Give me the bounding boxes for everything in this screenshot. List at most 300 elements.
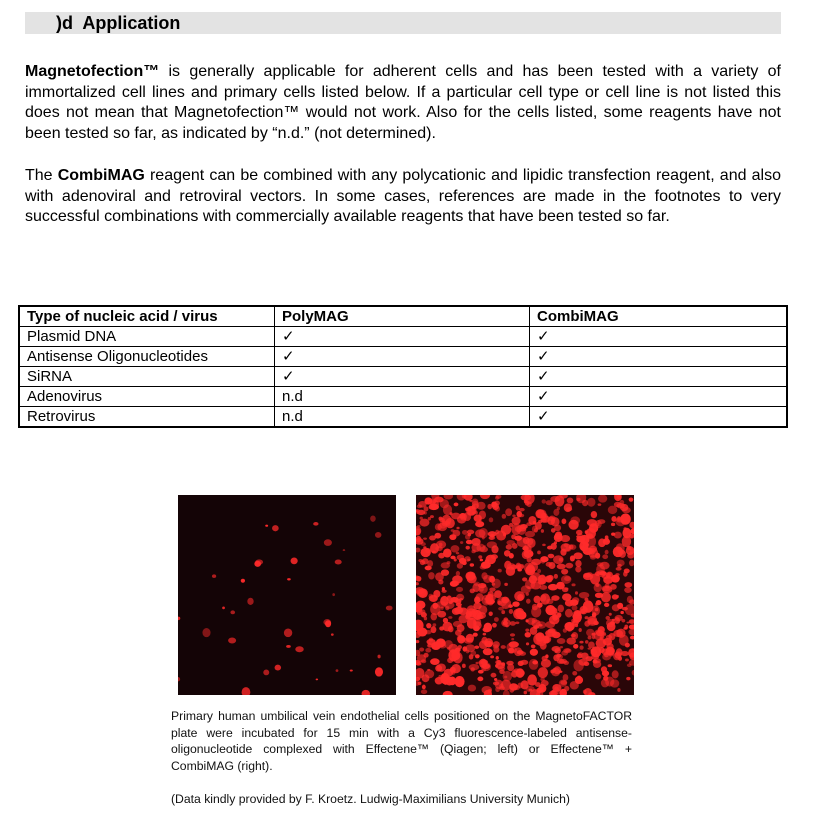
fluorescent-cell: [497, 597, 507, 607]
fluorescent-cell: [375, 532, 382, 538]
fluorescent-cell: [242, 687, 251, 695]
fluorescent-cell: [534, 596, 541, 604]
fluorescent-cell: [416, 548, 420, 553]
fluorescent-cell: [428, 572, 434, 579]
fluorescent-cell: [519, 508, 525, 512]
fluorescent-cell: [451, 545, 460, 552]
fluorescent-cell: [480, 559, 484, 562]
combimag-paragraph: [25, 166, 781, 228]
fluorescent-cell: [435, 665, 442, 672]
fluorescent-cell: [343, 549, 345, 551]
row-type: Adenovirus: [19, 387, 275, 407]
row-polymag: n.d: [275, 387, 530, 407]
fluorescent-cell: [593, 660, 598, 664]
fluorescent-cell: [447, 658, 453, 664]
intro-paragraph: [25, 62, 781, 144]
fluorescent-cell: [459, 558, 466, 564]
fluorescent-cell: [541, 518, 547, 522]
fluorescent-cell: [602, 586, 612, 593]
fluorescent-cell: [501, 645, 506, 649]
fluorescent-cell: [616, 595, 619, 598]
fluorescent-cell: [603, 538, 610, 545]
combimag-paragraph-text: reagent can be combined with any polycationic and lipidic transfection reagent, and also with adenoviral and retroviral vectors. In some cases, references are made in the footnotes to very successful combinations with commercially available reagents that have been tested so far.: [25, 167, 781, 225]
fluorescent-cell: [467, 559, 471, 561]
fluorescent-cell: [423, 653, 428, 658]
fluorescent-cell: [506, 566, 515, 576]
fluorescent-cell: [565, 609, 573, 618]
fluorescent-cell: [444, 495, 454, 500]
fluorescent-cell: [495, 687, 500, 692]
fluorescent-cell: [272, 525, 279, 531]
fluorescent-cell: [462, 530, 468, 535]
table-header-row: [19, 306, 787, 327]
fluorescent-cell: [178, 677, 180, 681]
fluorescent-cell: [454, 503, 459, 507]
fluorescent-cell: [525, 632, 531, 638]
fluorescent-cell: [595, 608, 599, 612]
fluorescent-cell: [552, 632, 561, 639]
combimag-term: CombiMAG: [57, 167, 145, 184]
fluorescent-cell: [617, 560, 625, 567]
fluorescent-cell: [489, 611, 493, 616]
fluorescent-cell: [429, 535, 436, 540]
fluorescent-cell: [569, 544, 574, 549]
fluorescent-cell: [456, 527, 459, 530]
fluorescent-cell: [628, 629, 634, 635]
fluorescent-cell: [572, 671, 577, 676]
fluorescent-cell: [551, 646, 560, 652]
fluorescent-cell: [422, 685, 426, 690]
fluorescent-cell: [417, 525, 421, 527]
fluorescent-cell: [427, 560, 433, 567]
fluorescent-cell: [553, 509, 559, 516]
fluorescent-cell: [523, 537, 530, 544]
fluorescent-cell: [622, 607, 628, 611]
fluorescent-cell: [595, 603, 599, 606]
fluorescent-cell: [624, 569, 630, 574]
fluorescent-cell: [587, 519, 597, 526]
fluorescent-cell: [539, 585, 547, 590]
fluorescent-cell: [591, 649, 595, 652]
fluorescent-cell: [455, 630, 462, 636]
fluorescent-cell: [441, 562, 450, 568]
fluorescent-cell: [284, 628, 292, 637]
fluorescent-cell: [222, 606, 225, 609]
fluorescent-cell: [581, 608, 586, 613]
fluorescent-cell: [418, 559, 422, 562]
fluorescent-cell: [531, 644, 536, 648]
fluorescent-cell: [423, 537, 427, 539]
fluorescent-cell: [478, 555, 482, 559]
fluorescent-cell: [551, 690, 554, 693]
micrograph-effectene-combimag: [416, 495, 634, 695]
fluorescent-cell: [558, 670, 562, 672]
fluorescent-cell: [286, 645, 291, 648]
fluorescent-cell: [562, 519, 567, 525]
fluorescent-cell: [598, 495, 607, 503]
fluorescent-cell: [212, 574, 216, 578]
fluorescent-cell: [435, 572, 444, 581]
fluorescent-cell: [612, 604, 620, 611]
row-combimag: ✓: [530, 327, 788, 347]
fluorescent-cell: [522, 550, 530, 559]
fluorescent-cell: [598, 503, 602, 506]
fluorescent-cell: [624, 587, 632, 593]
fluorescent-cell: [466, 638, 469, 641]
fluorescent-cell: [554, 541, 557, 544]
fluorescent-cell: [630, 636, 634, 640]
fluorescent-cell: [596, 564, 605, 574]
fluorescent-cell: [557, 564, 566, 570]
fluorescent-cell: [448, 644, 458, 653]
fluorescent-cell: [626, 677, 630, 680]
fluorescent-cell: [558, 605, 564, 613]
fluorescent-cell: [494, 678, 497, 681]
fluorescent-cell: [566, 507, 573, 511]
fluorescent-cell: [469, 654, 474, 659]
fluorescent-cell: [625, 659, 629, 662]
fluorescent-cell: [468, 612, 472, 616]
fluorescent-cell: [551, 595, 559, 601]
row-combimag: ✓: [530, 407, 788, 428]
row-combimag: ✓: [530, 387, 788, 407]
fluorescent-cell: [480, 495, 490, 499]
fluorescent-cell: [490, 655, 494, 658]
fluorescent-cell: [629, 560, 634, 567]
fluorescent-cell: [375, 667, 383, 676]
fluorescent-cell: [575, 591, 578, 594]
fluorescent-cell: [482, 536, 485, 539]
fluorescent-cell: [575, 560, 581, 567]
fluorescent-cell: [336, 669, 339, 672]
fluorescent-cell: [612, 619, 615, 621]
fluorescent-cell: [468, 685, 476, 692]
fluorescent-cell: [575, 676, 583, 684]
fluorescent-cell: [466, 546, 470, 550]
fluorescent-cell: [457, 645, 461, 649]
fluorescent-cell: [473, 633, 478, 637]
fluorescent-cell: [463, 495, 466, 497]
magnetofection-term: Magnetofection™: [25, 63, 160, 80]
compatibility-table: [18, 305, 788, 428]
fluorescent-cell: [247, 598, 253, 605]
fluorescent-cell: [556, 689, 561, 694]
fluorescent-cell: [579, 641, 583, 644]
fluorescent-cell: [501, 662, 505, 666]
fluorescent-cell: [275, 665, 281, 671]
fluorescent-cell: [483, 575, 492, 583]
fluorescent-cell: [581, 546, 587, 551]
fluorescent-cell: [564, 686, 569, 692]
fluorescent-cell: [445, 677, 454, 686]
fluorescent-cell: [537, 569, 541, 573]
fluorescent-cell: [504, 583, 508, 586]
fluorescent-cell: [491, 673, 497, 678]
fluorescent-cell: [421, 689, 427, 694]
fluorescent-cell: [603, 576, 613, 584]
fluorescent-cell: [503, 533, 506, 537]
fluorescent-cell: [565, 563, 573, 569]
fluorescent-cell: [571, 583, 575, 586]
fluorescent-cell: [515, 526, 523, 532]
fluorescent-cell: [621, 651, 629, 656]
fluorescent-cell: [492, 644, 498, 648]
fluorescent-cell: [335, 559, 342, 564]
fluorescent-cell: [427, 669, 430, 671]
fluorescent-cell: [417, 628, 427, 637]
fluorescent-cell: [541, 529, 544, 533]
fluorescent-cell: [529, 689, 533, 691]
fluorescent-cell: [455, 676, 465, 687]
fluorescent-cell: [432, 551, 436, 554]
fluorescent-cell: [526, 592, 529, 595]
row-polymag: ✓: [275, 327, 530, 347]
fluorescent-cell: [480, 546, 488, 552]
fluorescent-cell: [506, 661, 513, 665]
fluorescent-cell: [418, 681, 422, 685]
fluorescent-cell: [416, 576, 421, 582]
fluorescent-cell: [501, 525, 511, 535]
fluorescent-cell: [502, 514, 507, 519]
fluorescent-cell: [494, 501, 500, 506]
fluorescent-cell: [316, 679, 319, 681]
fluorescent-cell: [585, 530, 588, 534]
fluorescent-cell: [509, 641, 519, 647]
fluorescent-cell: [623, 527, 626, 531]
fluorescent-cell: [512, 543, 518, 549]
fluorescent-cell: [456, 603, 462, 607]
fluorescent-cell: [241, 579, 245, 583]
fluorescent-cell: [442, 622, 452, 632]
fluorescent-cell: [498, 607, 504, 611]
fluorescent-cell: [511, 638, 514, 641]
fluorescent-cell: [587, 618, 597, 626]
fluorescent-cell: [579, 628, 582, 632]
fluorescent-cell: [608, 633, 615, 640]
micrograph-combimag-svg: [416, 495, 634, 695]
fluorescent-cell: [325, 620, 331, 627]
fluorescent-cell: [456, 587, 463, 592]
fluorescent-cell: [526, 522, 532, 526]
fluorescent-cell: [332, 593, 335, 596]
fluorescent-cell: [424, 511, 427, 515]
fluorescent-cell: [541, 680, 549, 686]
fluorescent-cell: [512, 601, 519, 607]
fluorescent-cell: [574, 610, 581, 616]
fluorescent-cell: [488, 689, 492, 693]
fluorescent-cell: [424, 497, 432, 504]
table-row: [19, 367, 787, 387]
fluorescent-cell: [467, 530, 475, 535]
fluorescent-cell: [484, 641, 492, 647]
table-row: [19, 327, 787, 347]
fluorescent-cell: [620, 500, 625, 505]
fluorescent-cell: [313, 522, 318, 526]
fluorescent-cell: [463, 512, 471, 521]
fluorescent-cell: [501, 619, 511, 627]
fluorescent-cell: [439, 543, 443, 547]
fluorescent-cell: [543, 636, 550, 644]
fluorescent-cell: [607, 648, 612, 652]
fluorescent-cell: [526, 599, 531, 604]
fluorescent-cell: [614, 617, 620, 624]
table-row: [19, 407, 787, 428]
fluorescent-cell: [605, 616, 610, 620]
fluorescent-cell: [498, 666, 505, 671]
fluorescent-cell: [601, 592, 611, 602]
fluorescent-cell: [425, 648, 431, 653]
fluorescent-cell: [548, 584, 558, 591]
fluorescent-cell: [324, 539, 332, 546]
fluorescent-cell: [608, 664, 612, 667]
fluorescent-cell: [532, 604, 538, 610]
fluorescent-cell: [512, 514, 515, 517]
fluorescent-cell: [572, 597, 579, 603]
fluorescent-cell: [437, 611, 446, 618]
fluorescent-cell: [592, 635, 595, 639]
figure-credit: (Data kindly provided by F. Kroetz. Ludwig-Maximilians University Munich): [171, 792, 570, 806]
fluorescent-cell: [495, 660, 501, 664]
fluorescent-cell: [588, 548, 598, 558]
fluorescent-cell: [433, 590, 440, 598]
fluorescent-cell: [444, 669, 454, 677]
row-polymag: n.d: [275, 407, 530, 428]
fluorescent-cell: [605, 676, 614, 686]
fluorescent-cell: [586, 533, 593, 538]
fluorescent-cell: [562, 587, 568, 592]
fluorescent-cell: [591, 511, 597, 518]
fluorescent-cell: [442, 587, 445, 591]
fluorescent-cell: [435, 523, 442, 530]
fluorescent-cell: [516, 511, 522, 518]
fluorescent-cell: [533, 634, 543, 645]
fluorescent-cell: [362, 690, 371, 695]
row-polymag: ✓: [275, 347, 530, 367]
fluorescent-cell: [548, 562, 555, 569]
fluorescent-cell: [430, 626, 436, 633]
fluorescent-cell: [577, 653, 583, 658]
fluorescent-cell: [579, 645, 583, 649]
fluorescent-cell: [576, 498, 580, 501]
fluorescent-cell: [602, 554, 608, 559]
fluorescent-cell: [422, 674, 430, 682]
fluorescent-cell: [426, 623, 431, 628]
fluorescent-cell: [624, 582, 632, 587]
fluorescent-cell: [427, 644, 433, 648]
fluorescent-cell: [496, 656, 499, 660]
fluorescent-cell: [545, 575, 552, 582]
fluorescent-cell: [462, 664, 466, 668]
fluorescent-cell: [572, 619, 579, 625]
fluorescent-cell: [475, 654, 480, 658]
fluorescent-cell: [573, 644, 578, 649]
fluorescent-cell: [629, 498, 634, 502]
fluorescent-cell: [509, 609, 513, 614]
fluorescent-cell: [478, 670, 484, 674]
fluorescent-cell: [423, 546, 426, 548]
fluorescent-cell: [563, 661, 569, 665]
fluorescent-cell: [438, 675, 442, 679]
figure-caption: Primary human umbilical vein endothelial cells positioned on the MagnetoFACTOR plate were incubated for 15 min with a Cy3 fluorescence-labeled antisense-oligonucleotide complexed with Effectene™ (Qiagen; left) or Effectene™ + CombiMAG (right).: [171, 709, 632, 773]
fluorescent-cell: [629, 624, 634, 629]
fluorescent-cell: [492, 623, 497, 628]
fluorescent-cell: [377, 655, 380, 659]
fluorescent-cell: [629, 619, 634, 624]
fluorescent-cell: [503, 690, 510, 695]
fluorescent-cell: [604, 603, 609, 607]
fluorescent-cell: [470, 667, 475, 671]
fluorescent-cell: [572, 605, 578, 611]
fluorescent-cell: [571, 632, 578, 640]
fluorescent-cell: [483, 648, 493, 655]
fluorescent-cell: [295, 646, 303, 652]
fluorescent-cell: [506, 544, 512, 549]
fluorescent-cell: [386, 606, 393, 611]
fluorescent-cell: [510, 633, 515, 636]
fluorescent-cell: [542, 544, 546, 547]
fluorescent-cell: [616, 567, 622, 571]
fluorescent-cell: [350, 670, 353, 672]
header-polymag: PolyMAG: [275, 306, 530, 327]
fluorescent-cell: [478, 585, 487, 594]
fluorescent-cell: [551, 517, 560, 526]
fluorescent-cell: [579, 592, 589, 598]
fluorescent-cell: [588, 642, 595, 649]
fluorescent-cell: [603, 632, 606, 635]
fluorescent-cell: [471, 538, 480, 546]
fluorescent-cell: [501, 610, 505, 614]
fluorescent-cell: [265, 525, 268, 527]
fluorescent-cell: [491, 545, 498, 553]
fluorescent-cell: [577, 533, 583, 539]
row-type: Antisense Oligonucleotides: [19, 347, 275, 367]
fluorescent-cell: [604, 652, 609, 658]
fluorescent-cell: [613, 652, 621, 660]
fluorescent-cell: [491, 554, 498, 559]
fluorescent-cell: [448, 600, 453, 604]
fluorescent-cell: [583, 573, 593, 580]
fluorescent-cell: [467, 618, 477, 629]
fluorescent-cell: [370, 516, 376, 522]
fluorescent-cell: [541, 659, 551, 668]
fluorescent-cell: [484, 623, 492, 632]
fluorescent-cell: [524, 691, 528, 695]
fluorescent-cell: [460, 541, 463, 544]
fluorescent-cell: [475, 521, 484, 527]
fluorescent-cell: [605, 550, 609, 555]
fluorescent-cell: [461, 637, 466, 641]
fluorescent-cell: [614, 532, 622, 539]
fluorescent-cell: [560, 549, 566, 556]
fluorescent-cell: [420, 519, 430, 527]
fluorescent-cell: [564, 576, 571, 581]
fluorescent-cell: [627, 664, 632, 667]
fluorescent-cell: [493, 681, 499, 685]
row-type: Retrovirus: [19, 407, 275, 428]
fluorescent-cell: [478, 605, 487, 614]
fluorescent-cell: [428, 517, 431, 520]
fluorescent-cell: [613, 546, 623, 557]
fluorescent-cell: [619, 635, 629, 646]
fluorescent-cell: [549, 607, 558, 615]
fluorescent-cell: [456, 552, 460, 554]
fluorescent-cell: [514, 535, 522, 540]
table-row: [19, 387, 787, 407]
row-combimag: ✓: [530, 347, 788, 367]
fluorescent-cell: [482, 663, 490, 669]
fluorescent-cell: [615, 517, 626, 527]
fluorescent-cell: [443, 691, 453, 695]
